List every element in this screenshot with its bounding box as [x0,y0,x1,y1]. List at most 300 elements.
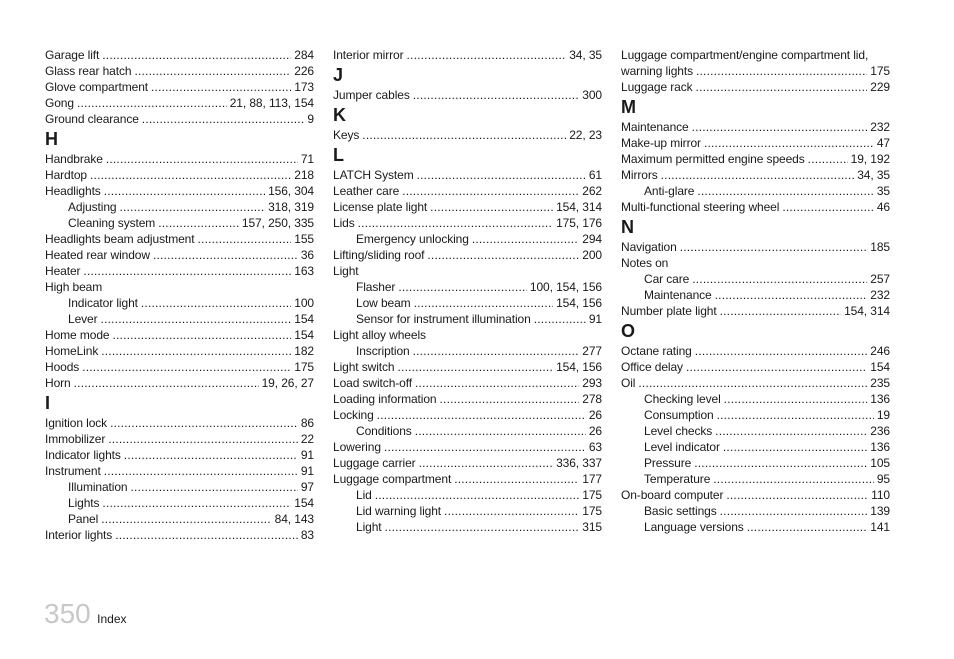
dot-leader [695,343,868,359]
entry-pages: 154, 156 [556,296,602,310]
index-subentry [333,343,602,359]
index-entry [621,343,890,359]
entry-term: Temperature [644,472,711,486]
index-entry [45,463,314,479]
index-subentry [45,311,314,327]
index-subentry [621,287,890,303]
dot-leader [104,463,298,479]
entry-term: Interior mirror [333,48,404,62]
entry-term: Hardtop [45,168,87,182]
dot-leader [131,479,298,495]
dot-leader [83,263,291,279]
index-entry [333,359,602,375]
index-entry [333,87,602,103]
entry-term: Luggage rack [621,80,693,94]
entry-term: Interior lights [45,528,113,542]
index-entry [333,199,602,215]
dot-leader [115,527,298,543]
entry-term: Octane rating [621,344,692,358]
index-subentry [621,423,890,439]
index-entry [45,247,314,263]
index-entry [45,415,314,431]
entry-pages: 95 [876,472,890,486]
dot-leader [472,231,579,247]
entry-pages: 34, 35 [857,168,890,182]
index-entry [45,95,314,111]
dot-leader [77,95,227,111]
entry-pages: 36 [300,248,314,262]
entry-pages: 22 [300,432,314,446]
section-letter: H [45,129,58,149]
entry-pages: 26 [588,424,602,438]
dot-leader [384,439,586,455]
entry-term: Maximum permitted engine speeds [621,152,805,166]
index-entry [45,327,314,343]
entry-term: Lever [68,312,98,326]
section-letter: M [621,97,636,117]
dot-leader [782,199,874,215]
index-entry [333,183,602,199]
index-entry [45,79,314,95]
entry-pages: 91 [588,312,602,326]
dot-leader [417,167,586,183]
dot-leader [713,471,874,487]
index-entry [45,63,314,79]
index-subentry [333,311,602,327]
index-entry [333,455,602,471]
entry-term: Indicator light [68,296,138,310]
entry-pages: 83 [300,528,314,542]
index-entry [333,391,602,407]
entry-pages: 182 [294,344,314,358]
entry-term: Lifting/sliding roof [333,248,425,262]
entry-term: Ignition lock [45,416,108,430]
entry-pages: 294 [582,232,602,246]
dot-leader [686,359,867,375]
dot-leader [198,231,292,247]
entry-term: Panel [68,512,99,526]
index-heading-entry: Luggage compartment/engine compartment lid, [621,48,869,62]
index-subentry [333,279,602,295]
dot-leader [141,295,291,311]
dot-leader [692,119,868,135]
entry-term: Office delay [621,360,683,374]
entry-term: Make-up mirror [621,136,701,150]
index-subentry [621,471,890,487]
entry-pages: 91 [300,464,314,478]
dot-leader [104,183,265,199]
entry-pages: 19 [876,408,890,422]
dot-leader [697,183,873,199]
dot-leader [720,303,841,319]
entry-pages: 175, 176 [556,216,602,230]
entry-pages: 315 [582,520,602,534]
index-subentry [45,215,314,231]
index-column-3 [621,47,890,535]
entry-pages: 139 [870,504,890,518]
entry-term: Home mode [45,328,110,342]
index-entry [333,247,602,263]
index-subentry [621,503,890,519]
entry-pages: 278 [582,392,602,406]
entry-pages: 232 [870,288,890,302]
entry-pages: 318, 319 [268,200,314,214]
index-entry [45,359,314,375]
entry-term: Lowering [333,440,381,454]
entry-term: Lid [356,488,372,502]
dot-leader [153,247,298,263]
entry-pages: 175 [582,488,602,502]
index-entry [45,431,314,447]
entry-term: Low beam [356,296,411,310]
entry-term: Immobilizer [45,432,106,446]
entry-pages: 257 [870,272,890,286]
index-subentry [333,423,602,439]
dot-leader [724,391,868,407]
dot-leader [151,79,291,95]
dot-leader [661,167,855,183]
index-subentry [621,391,890,407]
index-entry [621,199,890,215]
entry-term: Indicator lights [45,448,121,462]
entry-pages: 110 [871,488,890,502]
entry-pages: 136 [870,392,890,406]
entry-term: Heater [45,264,81,278]
entry-pages: 284 [294,48,314,62]
entry-pages: 229 [870,80,890,94]
index-entry [45,527,314,543]
entry-term: Language versions [644,520,744,534]
entry-term: Maintenance [644,288,712,302]
entry-pages: 175 [870,64,890,78]
dot-leader [112,327,291,343]
entry-pages: 157, 250, 335 [241,216,314,230]
entry-pages: 218 [294,168,314,182]
dot-leader [414,295,554,311]
dot-leader [102,47,291,63]
index-subentry [45,199,314,215]
entry-pages: 200 [582,248,602,262]
entry-term: Ground clearance [45,112,139,126]
dot-leader [419,455,554,471]
entry-pages: 61 [588,168,602,182]
entry-pages: 22, 23 [569,128,602,142]
entry-term: Instrument [45,464,101,478]
entry-term: warning lights [621,64,693,78]
index-entry [621,487,890,503]
entry-term: Maintenance [621,120,689,134]
entry-term: Glove compartment [45,80,149,94]
dot-leader [158,215,239,231]
entry-term: Level checks [644,424,713,438]
entry-pages: 26 [588,408,602,422]
index-subentry [333,519,602,535]
entry-term: Number plate light [621,304,717,318]
entry-term: Illumination [68,480,128,494]
entry-pages: 154 [294,496,314,510]
index-entry [333,407,602,423]
entry-term: Multi-functional steering wheel [621,200,780,214]
entry-term: Checking level [644,392,721,406]
dot-leader [717,407,874,423]
page-footer [44,598,127,632]
dot-leader [694,455,867,471]
dot-leader [358,215,553,231]
dot-leader [101,311,292,327]
entry-pages: 86 [300,416,314,430]
entry-term: Loading information [333,392,437,406]
entry-pages: 155 [294,232,314,246]
entry-term: Jumper cables [333,88,410,102]
dot-leader [638,375,867,391]
entry-term: Headlights beam adjustment [45,232,195,246]
entry-pages: 246 [870,344,890,358]
dot-leader [82,359,291,375]
index-heading-entry: Notes on [621,256,669,270]
dot-leader [696,63,867,79]
entry-pages: 100 [294,296,314,310]
index-entry [333,439,602,455]
dot-leader [696,79,868,95]
dot-leader [398,359,554,375]
entry-pages: 100, 154, 156 [529,280,602,294]
entry-term: Heated rear window [45,248,150,262]
index-entry [45,343,314,359]
entry-pages: 84, 143 [274,512,314,526]
entry-term: Lid warning light [356,504,442,518]
entry-term: Locking [333,408,374,422]
index-subentry [621,439,890,455]
entry-pages: 336, 337 [556,456,602,470]
entry-term: Load switch-off [333,376,412,390]
entry-pages: 154, 314 [556,200,602,214]
entry-term: Light [356,520,382,534]
entry-term: Headlights [45,184,101,198]
entry-pages: 177 [582,472,602,486]
dot-leader [101,343,291,359]
index-column-1 [45,47,314,543]
index-subentry [621,407,890,423]
dot-leader [142,111,305,127]
entry-pages: 235 [870,376,890,390]
entry-term: Basic settings [644,504,717,518]
entry-term: Luggage compartment [333,472,452,486]
entry-pages: 105 [870,456,890,470]
index-entry [45,231,314,247]
section-letter: L [333,145,344,165]
entry-pages: 156, 304 [268,184,314,198]
entry-pages: 21, 88, 113, 154 [229,96,314,110]
dot-leader [454,471,579,487]
index-entry [621,151,890,167]
index-entry [333,215,602,231]
index-entry [621,303,890,319]
entry-pages: 63 [588,440,602,454]
entry-term: Pressure [644,456,692,470]
dot-leader [375,487,580,503]
section-letter: I [45,393,51,413]
dot-leader [413,87,580,103]
entry-pages: 163 [294,264,314,278]
entry-term: Conditions [356,424,412,438]
index-subentry [333,487,602,503]
entry-pages: 19, 26, 27 [261,376,314,390]
index-entry [45,183,314,199]
entry-term: Hoods [45,360,80,374]
index-subentry [621,271,890,287]
entry-pages: 136 [870,440,890,454]
index-entry [45,111,314,127]
entry-pages: 91 [300,448,314,462]
entry-term: Adjusting [68,200,117,214]
index-entry [333,375,602,391]
index-entry [621,119,890,135]
index-entry [621,167,890,183]
index-entry [45,47,314,63]
index-subentry [333,503,602,519]
section-letter: N [621,217,634,237]
dot-leader [385,519,580,535]
index-entry [45,375,314,391]
entry-term: Anti-glare [644,184,695,198]
entry-term: Car care [644,272,690,286]
entry-term: Light switch [333,360,395,374]
entry-term: LATCH System [333,168,414,182]
entry-pages: 300 [582,88,602,102]
index-entry [45,447,314,463]
index-entry [333,471,602,487]
dot-leader [680,239,868,255]
dot-leader [102,495,291,511]
entry-term: Garage lift [45,48,100,62]
entry-pages: 236 [870,424,890,438]
entry-term: Emergency unlocking [356,232,469,246]
entry-pages: 34, 35 [569,48,602,62]
entry-pages: 154 [870,360,890,374]
entry-pages: 71 [300,152,314,166]
entry-pages: 154 [294,312,314,326]
entry-pages: 46 [876,200,890,214]
entry-term: Inscription [356,344,410,358]
entry-term: Horn [45,376,71,390]
dot-leader [101,511,271,527]
index-entry [621,63,890,79]
entry-pages: 175 [294,360,314,374]
entry-term: HomeLink [45,344,99,358]
index-entry [621,135,890,151]
entry-term: Oil [621,376,636,390]
index-subentry [45,511,314,527]
index-heading-entry: High beam [45,280,103,294]
dot-leader [402,183,579,199]
dot-leader [134,63,291,79]
index-column-2 [333,47,602,535]
index-entry [621,239,890,255]
dot-leader [108,431,298,447]
index-entry [333,167,602,183]
index-subentry [45,479,314,495]
dot-leader [398,279,527,295]
dot-leader [413,343,580,359]
dot-leader [715,423,867,439]
section-letter: O [621,321,636,341]
entry-pages: 185 [870,240,890,254]
dot-leader [444,503,579,519]
entry-term: Mirrors [621,168,658,182]
entry-pages: 277 [582,344,602,358]
index-heading-entry: Light [333,264,359,278]
index-subentry [333,295,602,311]
dot-leader [692,271,867,287]
dot-leader [362,127,566,143]
entry-term: License plate light [333,200,428,214]
entry-pages: 141 [870,520,890,534]
entry-term: On-board computer [621,488,724,502]
dot-leader [427,247,579,263]
dot-leader [534,311,586,327]
index-entry [621,79,890,95]
index-entry [621,375,890,391]
dot-leader [723,439,867,455]
index-subentry [333,231,602,247]
section-label: Index [97,612,127,626]
entry-term: Handbrake [45,152,103,166]
entry-term: Leather care [333,184,400,198]
index-subentry [621,519,890,535]
dot-leader [440,391,580,407]
entry-term: Flasher [356,280,396,294]
page-number: 350 [44,598,91,629]
dot-leader [747,519,868,535]
dot-leader [415,423,586,439]
dot-leader [808,151,848,167]
entry-term: Level indicator [644,440,720,454]
dot-leader [415,375,579,391]
entry-pages: 226 [294,64,314,78]
dot-leader [119,199,265,215]
index-entry [45,263,314,279]
index-entry [333,127,602,143]
entry-term: Luggage carrier [333,456,416,470]
dot-leader [407,47,567,63]
dot-leader [726,487,868,503]
entry-term: Keys [333,128,360,142]
dot-leader [106,151,298,167]
dot-leader [124,447,298,463]
entry-pages: 35 [876,184,890,198]
entry-pages: 262 [582,184,602,198]
entry-pages: 293 [582,376,602,390]
index-subentry [621,183,890,199]
entry-term: Lids [333,216,355,230]
entry-pages: 154 [294,328,314,342]
entry-pages: 232 [870,120,890,134]
dot-leader [90,167,291,183]
entry-term: Cleaning system [68,216,156,230]
section-letter: K [333,105,346,125]
dot-leader [715,287,868,303]
index-entry [45,167,314,183]
dot-leader [704,135,874,151]
index-entry [45,151,314,167]
entry-term: Sensor for instrument illumination [356,312,531,326]
entry-term: Consumption [644,408,714,422]
index-subentry [45,495,314,511]
entry-term: Glass rear hatch [45,64,132,78]
entry-term: Gong [45,96,74,110]
dot-leader [720,503,868,519]
dot-leader [110,415,298,431]
